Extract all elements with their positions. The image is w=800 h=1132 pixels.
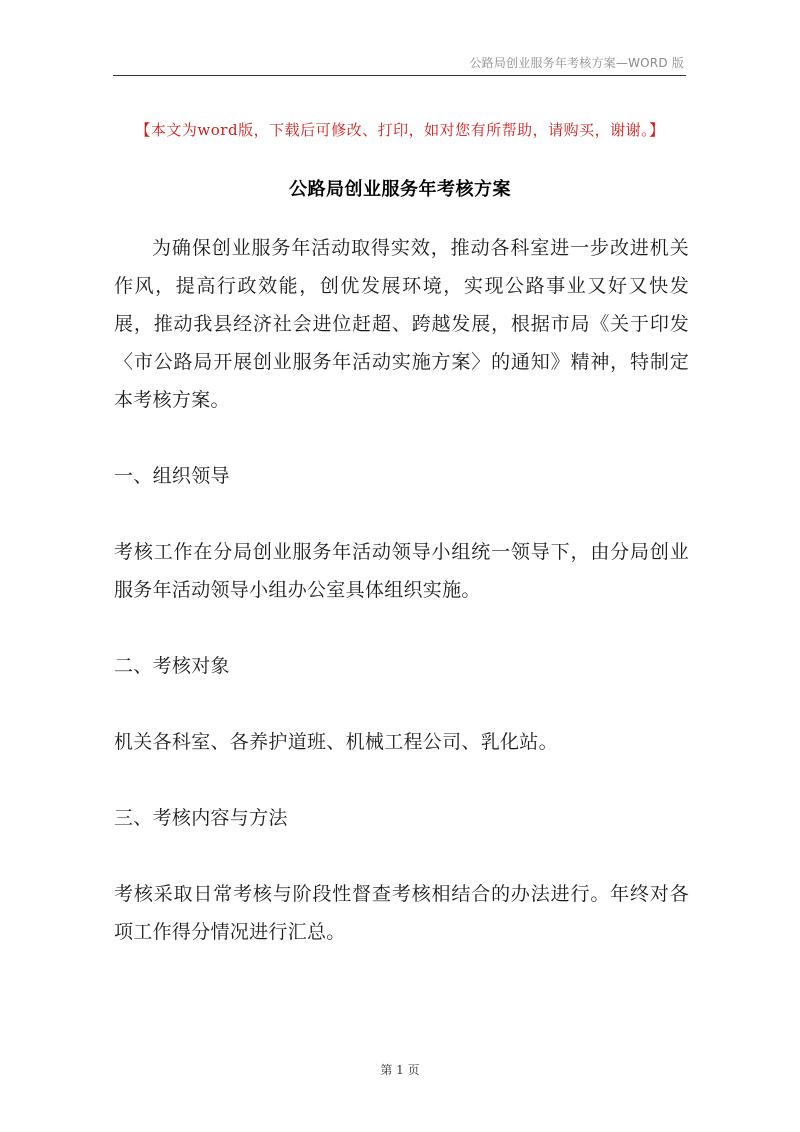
section-heading-targets: 二、考核对象 xyxy=(114,655,230,677)
document-title: 公路局创业服务年考核方案 xyxy=(289,179,511,200)
section-body-content-methods: 考核采取日常考核与阶段性督查考核相结合的办法进行。年终对各项工作得分情况进行汇总。 xyxy=(114,883,689,943)
section-body-targets: 机关各科室、各养护道班、机械工程公司、乳化站。 xyxy=(114,731,558,753)
section-heading-content-methods: 三、考核内容与方法 xyxy=(114,807,288,829)
header-divider xyxy=(113,75,686,76)
section-body-organization: 考核工作在分局创业服务年活动领导小组统一领导下，由分局创业服务年活动领导小组办公室具体组织实施。 xyxy=(114,541,689,601)
section-heading-organization: 一、组织领导 xyxy=(114,465,230,487)
document-body xyxy=(114,229,689,951)
download-notice: 【本文为word版，下载后可修改、打印，如对您有所帮助，请购买，谢谢。】 xyxy=(135,121,665,139)
page-number: 第 1 页 xyxy=(380,1063,420,1077)
intro-paragraph: 为确保创业服务年活动取得实效，推动各科室进一步改进机关作风，提高行政效能，创优发展环境，实现公路事业又好又快发展，推动我县经济社会进位赶超、跨越发展，根据市局《关于印发〈市公路局开展创业服务年活动实施方案〉的通知》精神，特制定本考核方案。 xyxy=(114,237,689,411)
running-header: 公路局创业服务年考核方案—WORD 版 xyxy=(469,56,684,70)
